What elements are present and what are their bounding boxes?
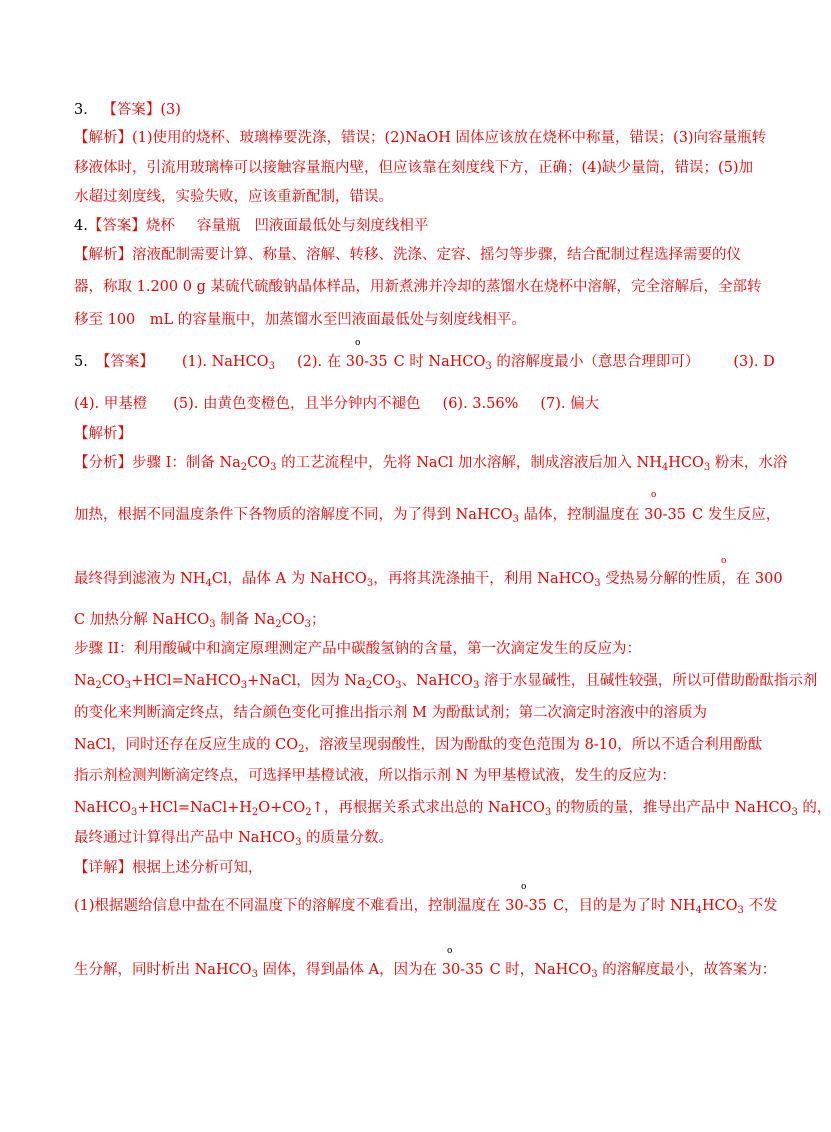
q3-analysis-tag: 【解析】	[74, 130, 132, 146]
q5-answer-line-2	[74, 394, 599, 414]
analysis-paragraph-2-line-1: 步骤 II：利用酸碱中和滴定原理测定产品中碳酸氢钠的含量，第一次滴定发生的反应为：	[74, 641, 642, 657]
q5-answer-2: (2). 在 30-35 C 时 NaHCO$_3$ 的溶解度最小（意思合理即可）	[296, 354, 700, 372]
q4-analysis-line-1: 【解析】溶液配制需要计算、称量、溶解、转移、洗涤、定容、摇匀等步骤，结合配制过程选择需要的仪	[74, 247, 741, 263]
q3-analysis-line-1: 【解析】(1)使用的烧杯、玻璃棒要洗涤，错误；(2)NaOH 固体应该放在烧杯中称量，错误；(3)向容量瓶转	[74, 130, 767, 146]
analysis-paragraph-1-line-1: 【分析】步骤 I：制备 $Na_2CO_3$ 的工艺流程中，先将 NaCl 加水溶解，制成溶液后加入 $NH_4HCO_3$ 粉末，水浴	[74, 455, 788, 473]
q5-answer-5: (5). 由黄色变橙色，且半分钟内不褪色	[173, 396, 421, 412]
q3-analysis-line-3: 水超过刻度线，实验失败，应该重新配制，错误。	[74, 189, 393, 205]
q5-analysis-tag: 【解析】	[74, 426, 132, 442]
detail-tag: 【详解】	[74, 860, 132, 876]
q4-analysis-tag: 【解析】	[74, 247, 132, 263]
detail-line: 【详解】根据上述分析可知，	[74, 860, 263, 876]
analysis-paragraph-2-line-4: NaCl，同时还存在反应生成的 $CO_2$，溶液呈现弱酸性，因为酚酞的变色范围为 8-10，所以不适合利用酚酞	[74, 737, 763, 755]
analysis-paragraph-1-line-2: 加热，根据不同温度条件下各物质的溶解度不同，为了得到 NaHCO$_3$ 晶体，控制温度在 30-35 C 发生反应，	[74, 507, 781, 525]
q4-answer-b: 容量瓶	[196, 218, 241, 234]
analysis-paragraph-2-line-6: $NaHCO_3+HCl=NaCl+H_2O+CO_2↑$，再根据关系式求出总的 NaHCO$_3$ 的物质的量，推导出产品中 NaHCO$_3$ 的，	[74, 800, 831, 818]
analysis-paragraph-2-line-3: 的变化来判断滴定终点，结合颜色变化可推出指示剂 M 为酚酞试剂；第二次滴定时溶液中的溶质为	[74, 705, 708, 721]
q3-answer-tag: 【答案】	[102, 102, 161, 118]
q4-number: 4.	[74, 218, 88, 234]
analysis-paragraph-1-line-3: 最终得到滤液为 $NH_4Cl$，晶体 A 为 NaHCO$_3$，再将其洗涤抽干，利用 NaHCO$_3$ 受热易分解的性质，在 300	[74, 571, 783, 589]
q5-answer-7: (7). 偏大	[540, 396, 600, 412]
q5-number: 5.	[74, 354, 88, 370]
analysis-paragraph-2-line-2: $Na_2CO_3+HCl=NaHCO_3+NaCl$，因为 $Na_2CO_3$、NaHCO$_3$ 溶于水显碱性，且碱性较强，所以可借助酚酞指示剂	[74, 673, 818, 691]
analysis-paragraph-2-line-5: 指示剂检测判断滴定终点，可选择甲基橙试液，所以指示剂 N 为甲基橙试液，发生的反应为：	[74, 768, 676, 784]
degree-mark: o	[651, 490, 657, 500]
q4-answer-a: 烧杯	[145, 218, 175, 234]
degree-mark: o	[721, 556, 727, 566]
analysis-paragraph-2-line-7: 最终通过计算得出产品中 NaHCO$_3$ 的质量分数。	[74, 830, 394, 848]
q5-answer-line-1	[74, 352, 775, 372]
degree-mark: o	[521, 882, 527, 892]
q5-answer-4: (4). 甲基橙	[74, 396, 148, 412]
q3-analysis-line-2: 移液体时，引流用玻璃棒可以接触容量瓶内壁，但应该靠在刻度线下方，正确；(4)缺少量筒，错误；(5)加	[74, 160, 754, 176]
q3-answer-line	[74, 100, 181, 120]
detail-1-line-2: 生分解，同时析出 NaHCO$_3$ 固体，得到晶体 A，因为在 30-35 C 时，NaHCO$_3$ 的溶解度最小，故答案为：	[74, 962, 777, 980]
q5-answer-3: (3). D	[733, 354, 775, 370]
analysis-paragraph-1-line-4: C 加热分解 NaHCO$_3$ 制备 $Na_2CO_3$；	[74, 612, 326, 630]
q5-answer-1: (1). NaHCO$_3$	[181, 354, 275, 372]
analysis-tag: 【分析】	[74, 455, 132, 471]
degree-mark: o	[447, 946, 453, 956]
q4-analysis-line-2: 器，称取 1.200 0 g 某硫代硫酸钠晶体样品，用新煮沸并冷却的蒸馏水在烧杯中溶解，完全溶解后，全部转	[74, 279, 762, 295]
q3-number: 3．	[74, 102, 98, 118]
detail-1-line-1: (1)根据题给信息中盐在不同温度下的溶解度不难看出，控制温度在 30-35 C，目的是为了时 $NH_4HCO_3$ 不发	[74, 898, 778, 916]
q3-answer-value: (3)	[160, 102, 181, 118]
q4-analysis-line-3: 移至 100 mL 的容量瓶中，加蒸馏水至凹液面最低处与刻度线相平。	[74, 312, 526, 328]
q4-answer-c: 凹液面最低处与刻度线相平	[254, 218, 429, 234]
q5-answer-6: (6). 3.56%	[442, 396, 519, 412]
q4-answer-line	[74, 216, 428, 236]
q4-answer-tag: 【答案】	[87, 218, 146, 234]
q5-answer-tag: 【答案】	[95, 354, 154, 370]
degree-mark: o	[355, 338, 361, 348]
